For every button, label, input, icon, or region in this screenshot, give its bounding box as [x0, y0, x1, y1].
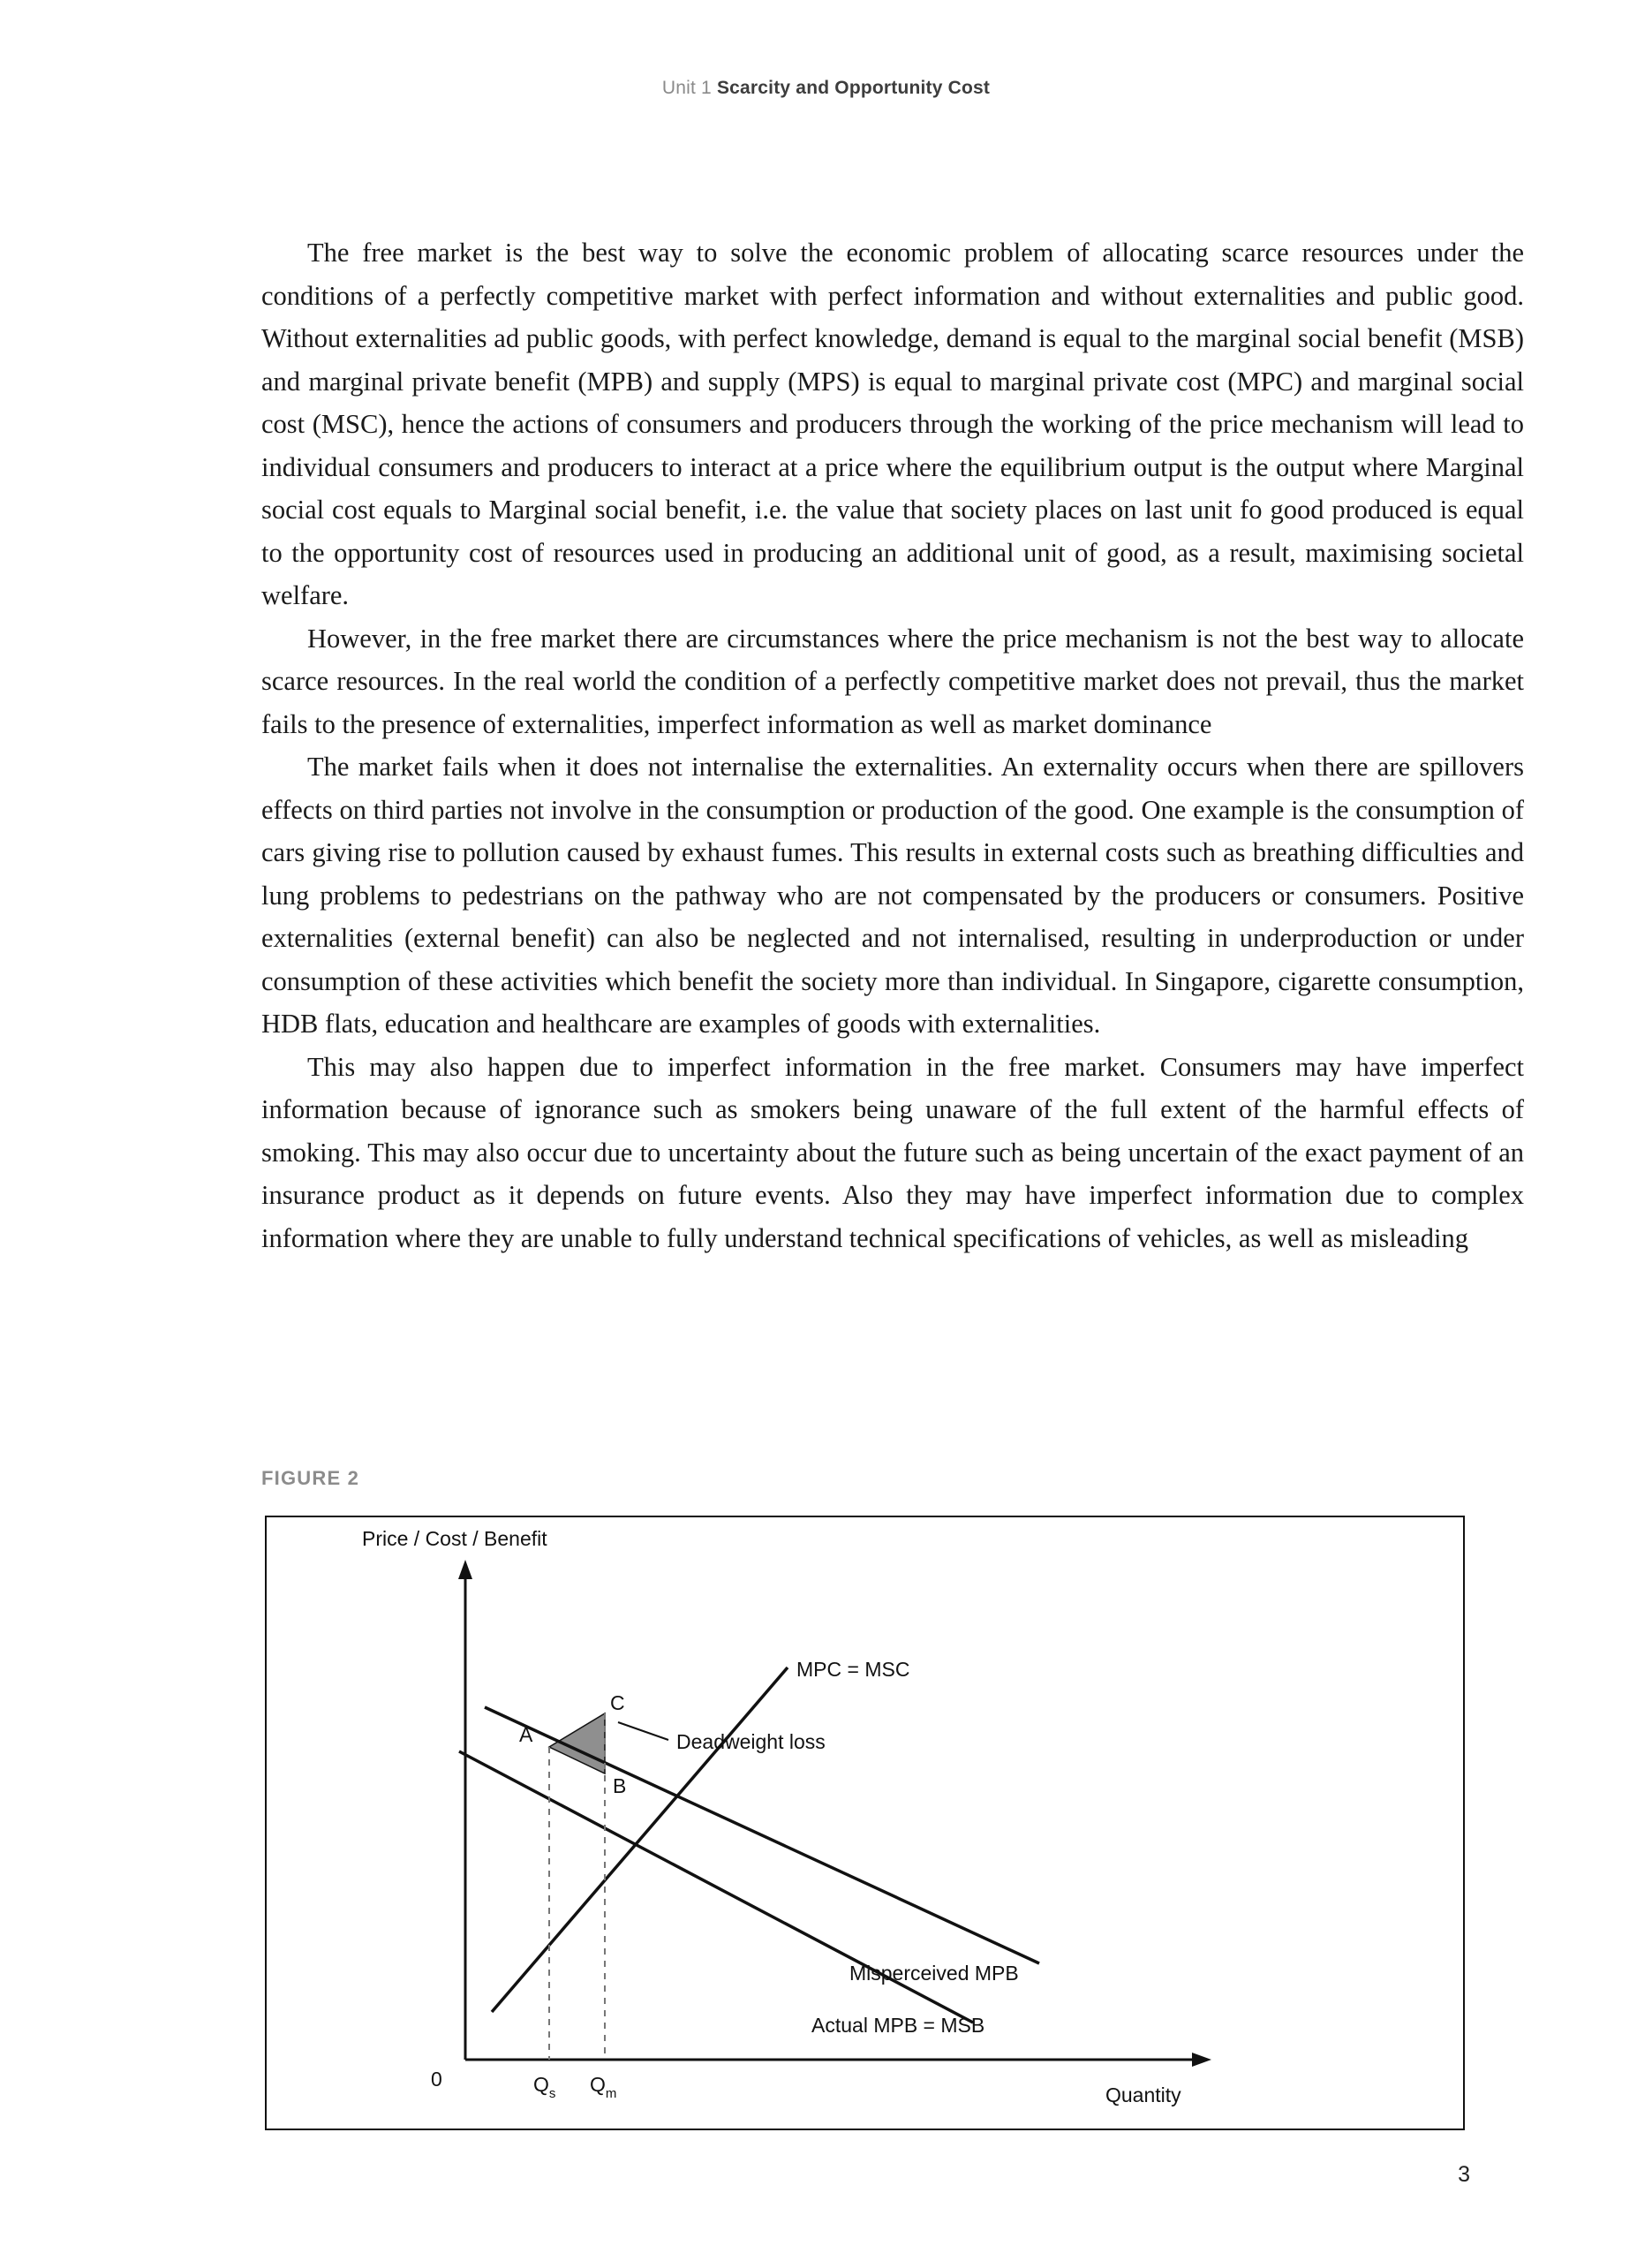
running-head-unit: Unit 1 — [661, 78, 712, 98]
point-label-a: A — [519, 1723, 533, 1746]
x-axis-arrow — [1192, 2053, 1211, 2067]
x-tick-qm-base: Q — [590, 2073, 606, 2096]
origin-label: 0 — [431, 2068, 442, 2091]
x-tick-qs — [533, 2073, 555, 2101]
point-label-b: B — [613, 1774, 627, 1797]
running-head — [0, 78, 1652, 99]
page-number: 3 — [1458, 2162, 1470, 2187]
paragraph-3: The market fails when it does not internalise the externalities. An externality occurs when there are spillovers effects on third parties not involve in the consumption or production of the good. One example is the consumption of cars giving rise to pollution caused by exhaust fumes. This results in external costs such as breathing difficulties and lung problems to pedestrians on the pathway who are not compensated by the producers or consumers. Positive externalities (external benefit) can also be neglected and not internalised, resulting in underproduction or under consumption of these activities which benefit the society more than individual. In Singapore, cigarette consumption, HDB flats, education and healthcare are examples of goods with externalities. — [261, 752, 1524, 1039]
x-axis-label: Quantity — [1105, 2083, 1181, 2106]
misperceived-mpb-label: Misperceived MPB — [849, 1962, 1019, 1985]
deadweight-loss-label: Deadweight loss — [676, 1730, 826, 1753]
supply-curve-label: MPC = MSC — [796, 1658, 910, 1681]
supply-curve — [492, 1667, 788, 2012]
deadweight-leader-line — [618, 1722, 668, 1740]
paragraph-1: The free market is the best way to solve the economic problem of allocating scarce resources under the conditions of a perfectly competitive market with perfect information and without externalities and public good. Without externalities ad public goods, with perfect knowledge, demand is equal to the marginal social benefit (MSB) and marginal private benefit (MPB) and supply (MPS) is equal to marginal private cost (MPC) and marginal social cost (MSC), hence the actions of consumers and producers through the working of the price mechanism will lead to individual consumers and producers to interact at a price where the equilibrium output is the output where Marginal social cost equals to Marginal social benefit, i.e. the value that society places on last unit fo good produced is equal to the opportunity cost of resources used in producing an additional unit of good, as a result, maximising societal welfare. — [261, 238, 1524, 610]
figure-svg — [267, 1517, 1463, 2129]
y-axis-arrow — [458, 1560, 472, 1579]
figure-2-diagram — [265, 1516, 1465, 2130]
x-tick-qm-sub: m — [605, 2086, 617, 2101]
x-tick-qs-base: Q — [533, 2073, 549, 2096]
y-axis-label: Price / Cost / Benefit — [362, 1527, 547, 1550]
deadweight-loss-shape — [549, 1713, 605, 1773]
x-tick-qm — [590, 2073, 616, 2101]
point-label-c: C — [610, 1691, 625, 1714]
figure-label: FIGURE 2 — [261, 1467, 360, 1489]
running-head-title: Scarcity and Opportunity Cost — [716, 78, 991, 98]
paragraph-2: However, in the free market there are circumstances where the price mechanism is not the best way to allocate scarce resources. In the real world the condition of a perfectly competitive market does not prevail, thus the market fails to the presence of externalities, imperfect information as well as market dominance — [261, 623, 1524, 739]
x-tick-qs-sub: s — [548, 2086, 556, 2101]
body-text-column — [261, 231, 1524, 1259]
paragraph-4: This may also happen due to imperfect information in the free market. Consumers may have imperfect information because of ignorance such as smokers being unaware of the full extent of the harmful effects of smoking. This may also occur due to uncertainty about the future such as being uncertain of the exact payment of an insurance product as it depends on future events. Also they may have imperfect information due to complex information where they are unable to fully understand technical specifications of vehicles, as well as misleading — [261, 1051, 1524, 1253]
actual-mpb-label: Actual MPB = MSB — [811, 2014, 985, 2037]
